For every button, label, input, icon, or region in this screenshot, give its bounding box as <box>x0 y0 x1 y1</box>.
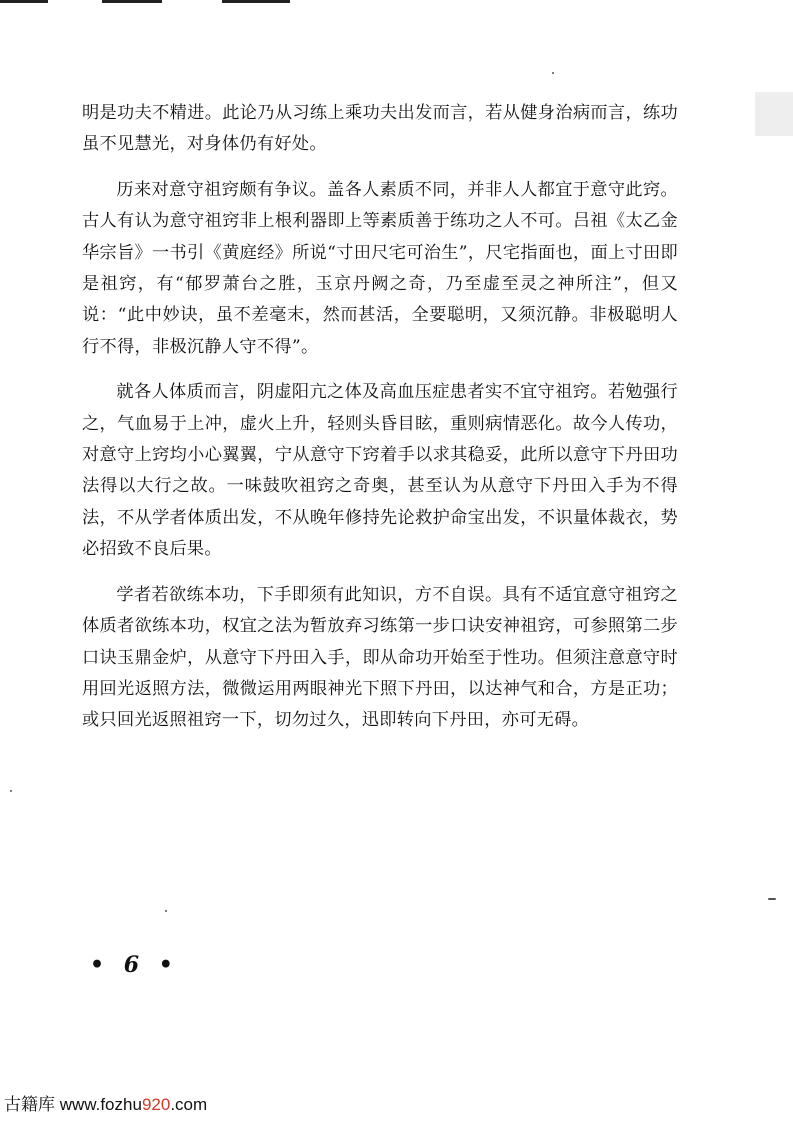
watermark-number: 920 <box>141 1095 171 1114</box>
paragraph-4: 学者若欲练本功，下手即须有此知识，方不自误。具有不适宜意守祖窍之体质者欲练本功，权宜之法为暂放弃习练第一步口诀安神祖窍，可参照第二步口诀玉鼎金炉，从意守下丹田入手，即从命功开始至于性功。但须注意意守时用回光返照方法，微微运用两眼神光下照下丹田，以达神气和合，方是正功；或只回光返照祖窍一下，切勿过久，迅即转向下丹田，亦可无碍。 <box>82 584 678 731</box>
scan-artifact <box>102 0 162 3</box>
scan-artifact <box>0 0 48 3</box>
watermark-url <box>4 1090 207 1115</box>
scan-speck <box>10 790 12 792</box>
paragraph-3: 就各人体质而言，阴虚阳亢之体及高血压症患者实不宜守祖窍。若勉强行之，气血易于上冲，虚火上升，轻则头昏目眩，重则病情恶化。故今人传功，对意守上窍均小心翼翼，宁从意守下窍着手以求其稳妥，此所以意守下丹田功法得以大行之故。一味鼓吹祖窍之奇奥，甚至认为从意守下丹田入手为不得法，不从学者体质出发，不从晚年修持先论救护命宝出发，不识量体裁衣，势必招致不良后果。 <box>82 382 678 560</box>
watermark-suffix: .com <box>170 1095 208 1114</box>
watermark-prefix: 古籍库 www.fozhu <box>4 1095 142 1114</box>
scan-speck <box>165 910 167 912</box>
paragraph-1: 明是功夫不精进。此论乃从习练上乘功夫出发而言，若从健身治病而言，练功虽不见慧光，对身体仍有好处。 <box>82 103 678 155</box>
scan-speck <box>552 72 554 74</box>
page-body <box>82 98 678 751</box>
scan-shadow <box>755 92 793 136</box>
paragraph-2: 历来对意守祖窍颇有争议。盖各人素质不同，并非人人都宜于意守此窍。古人有认为意守祖窍非上根利器即上等素质善于练功之人不可。吕祖《太乙金华宗旨》一书引《黄庭经》所说“寸田尺宅可治生”，尺宅指面也，面上寸田即是祖窍，有“郁罗萧台之胜，玉京丹阙之奇，乃至虚至灵之神所注”，但又说：“此中妙诀，虽不差毫末，然而甚活，全要聪明，又须沉静。非极聪明人行不得，非极沉静人守不得”。 <box>82 179 678 357</box>
scan-artifact <box>222 0 290 3</box>
page-number: • 6 • <box>90 952 179 978</box>
scan-speck <box>768 898 776 900</box>
